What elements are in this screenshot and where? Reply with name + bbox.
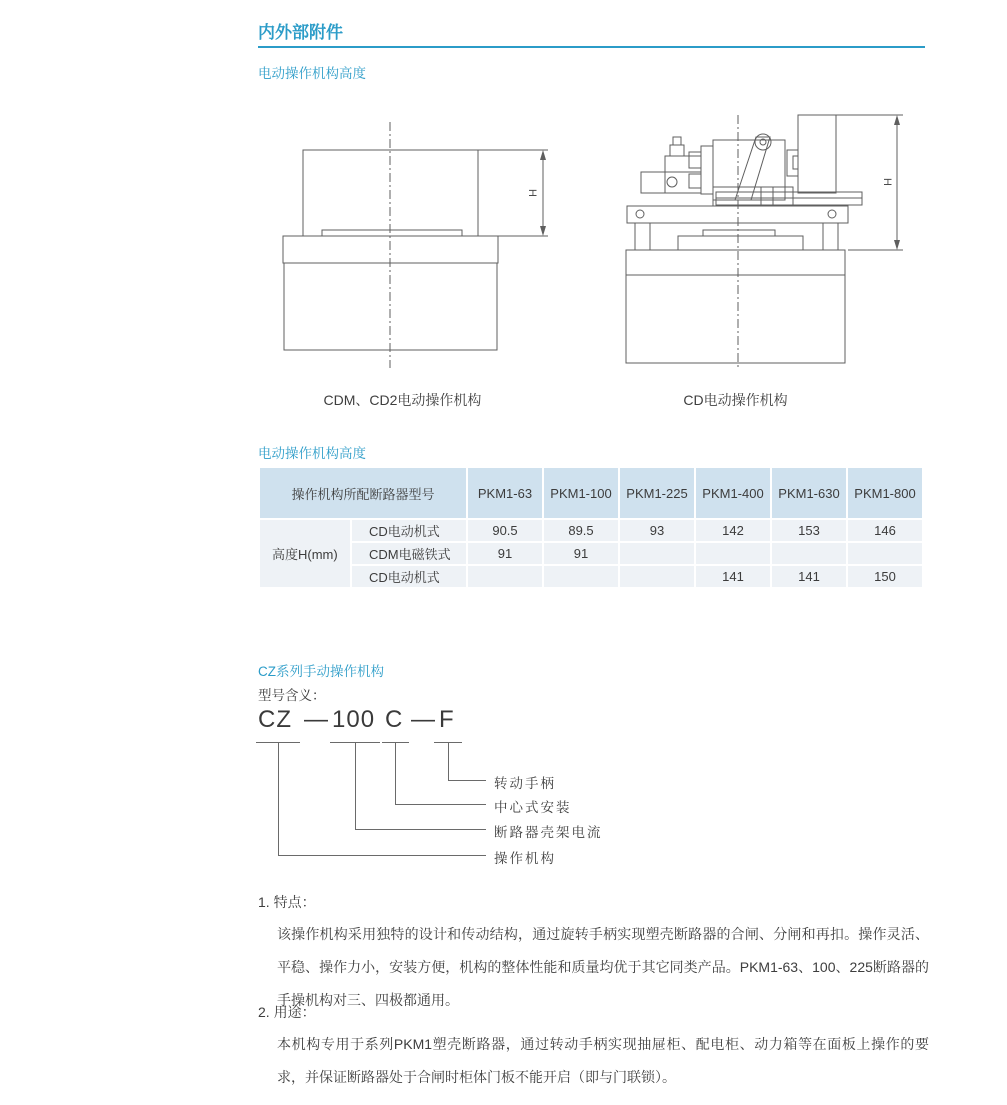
page-title: 内外部附件 [258,23,343,42]
features-heading: 1. 特点： [258,894,316,910]
callout-connector [278,743,279,856]
value-cell: 141 [772,566,846,587]
value-cell [772,543,846,564]
table-row [260,566,922,587]
diagram-zone [258,110,926,420]
callout-connector [448,743,449,780]
usage-body: 本机构专用于系列PKM1塑壳断路器，通过转动手柄实现抽屉柜、配电柜、动力箱等在面板上操作的要求，并保证断路器处于合闸时柜体门板不能开启（即与门联锁）。 [277,1036,929,1085]
table-heading: 电动操作机构高度 [258,446,366,461]
value-cell [620,543,694,564]
cz-section-heading: CZ系列手动操作机构 [258,664,384,679]
column-header: PKM1-400 [696,468,770,518]
value-cell [468,566,542,587]
row-label-cell: CDM电磁铁式 [352,543,466,564]
cd-mechanism-drawing [613,110,913,372]
callout-label: 断路器壳架电流 [494,825,603,840]
model-code-dash: — [411,706,436,733]
value-cell: 142 [696,520,770,541]
value-cell: 146 [848,520,922,541]
model-code-part: F [439,706,455,733]
breaker-model-header: 操作机构所配断路器型号 [260,468,466,518]
diagram-caption-cd: CD电动操作机构 [683,392,788,408]
h-dimension-label: H [881,178,893,186]
row-label-cell: CD电动机式 [352,520,466,541]
mechanism-height-table [258,466,924,589]
diagram-caption-cdm-cd2: CDM、CD2电动操作机构 [323,392,482,408]
callout-connector [395,804,486,805]
callout-connector [355,743,356,830]
h-dimension-label: H [526,189,538,197]
column-header: PKM1-100 [544,468,618,518]
model-designation-diagram [258,706,926,876]
row-label-cell: CD电动机式 [352,566,466,587]
model-meaning-label: 型号含义： [258,688,326,703]
callout-connector [355,829,486,830]
value-cell: 93 [620,520,694,541]
callout-connector [278,855,486,856]
callout-label: 操作机构 [494,851,556,866]
model-code-part: 100 [332,706,376,733]
title-divider [258,46,925,48]
value-cell: 91 [544,543,618,564]
row-group-cell: 高度H(mm) [260,520,350,587]
callout-connector [395,743,396,804]
features-body: 该操作机构采用独特的设计和传动结构，通过旋转手柄实现塑壳断路器的合闸、分闸和再扣。操作灵活、平稳、操作力小，安装方便，机构的整体性能和质量均优于其它同类产品。PKM1-63、100、225断路器的手操机构对三、四极都通用。 [277,926,929,1008]
value-cell: 90.5 [468,520,542,541]
subheading-mechanism-height: 电动操作机构高度 [258,66,366,81]
callout-label: 中心式安装 [494,800,572,815]
column-header: PKM1-63 [468,468,542,518]
usage-heading: 2. 用途： [258,1004,316,1020]
model-code-part: C [385,706,404,733]
table-header-row [260,468,922,518]
model-code-part: CZ [258,706,292,733]
table-row [260,543,922,564]
value-cell [544,566,618,587]
value-cell: 91 [468,543,542,564]
value-cell: 89.5 [544,520,618,541]
table-row [260,520,922,541]
value-cell [848,543,922,564]
column-header: PKM1-225 [620,468,694,518]
value-cell [620,566,694,587]
column-header: PKM1-800 [848,468,922,518]
value-cell: 153 [772,520,846,541]
value-cell [696,543,770,564]
callout-connector [448,780,486,781]
model-code-dash: — [304,706,329,733]
value-cell: 141 [696,566,770,587]
callout-label: 转动手柄 [494,776,556,791]
value-cell: 150 [848,566,922,587]
column-header: PKM1-630 [772,468,846,518]
cdm-cd2-mechanism-drawing [280,110,580,372]
